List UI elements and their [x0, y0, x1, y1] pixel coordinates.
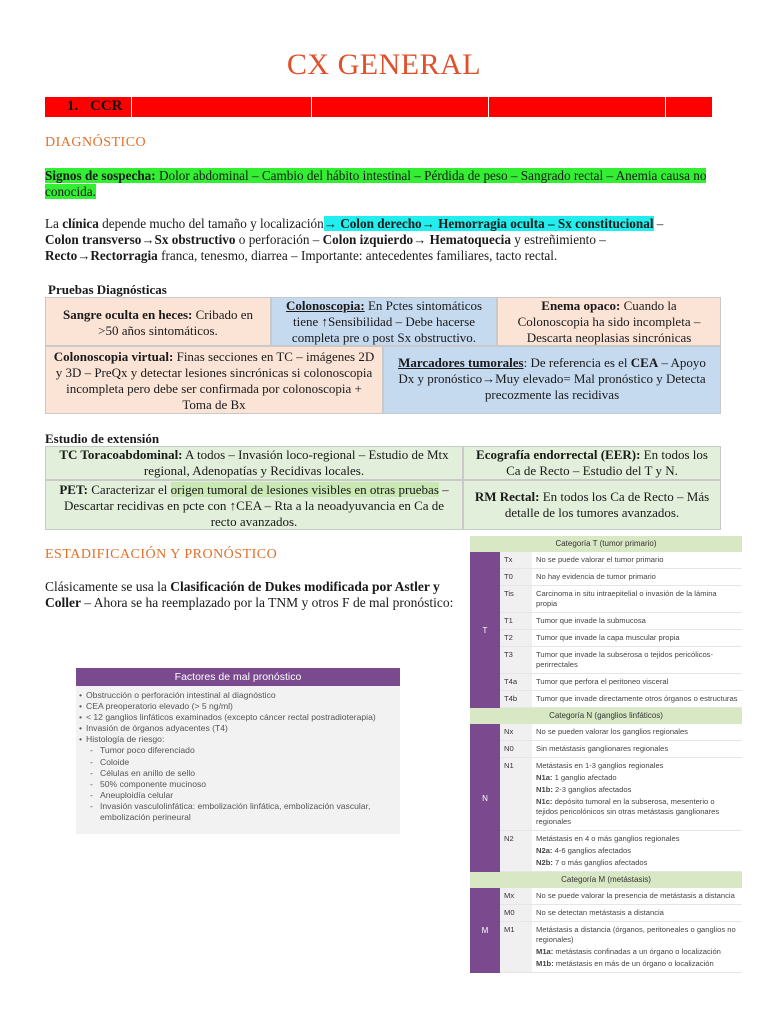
enema-box	[497, 297, 721, 346]
tnm-code: M1	[500, 922, 532, 972]
tnm-desc-text: Sin metástasis ganglionares regionales	[536, 744, 669, 753]
rm-box	[463, 480, 721, 530]
factor-item: - Células en anillo de sello	[76, 768, 400, 779]
section-number: 1.	[67, 98, 79, 114]
tnm-code: Mx	[500, 888, 532, 904]
tnm-subcode: N2b:	[536, 858, 553, 867]
sangre-oculta-box	[45, 297, 271, 346]
sangre-label: Sangre oculta en heces:	[62, 307, 193, 322]
tnm-desc-text: No se pueden valorar los ganglios regionales	[536, 727, 688, 736]
tnm-desc	[532, 888, 742, 904]
tnm-subcategory	[536, 846, 738, 856]
bar-divider	[488, 97, 489, 117]
tnm-desc-text: Metástasis a distancia (órganos, peritoneales o ganglios no regionales)	[536, 925, 736, 944]
tnm-subcategory	[536, 947, 738, 957]
estadificacion-heading: ESTADIFICACIÓN Y PRONÓSTICO	[45, 547, 278, 562]
tnm-code: Nx	[500, 724, 532, 740]
marcadores-text: : De referencia es el	[523, 355, 631, 370]
tnm-desc	[532, 647, 742, 673]
tnm-code: T2	[500, 630, 532, 646]
tnm-table	[470, 536, 742, 968]
eco-text: En todos los Ca de Recto – Estudio del T y N.	[506, 447, 708, 478]
pet-label: PET:	[59, 482, 88, 497]
sangre-text: Cribado en >50 años sintomáticos.	[98, 307, 254, 338]
marcadores-label: Marcadores tumorales	[398, 355, 524, 370]
tnm-desc-text: Tumor que perfora el peritoneo visceral	[536, 677, 669, 686]
tnm-desc	[532, 630, 742, 646]
tnm-subcategory	[536, 959, 738, 969]
tnm-desc	[532, 741, 742, 757]
factor-item: • CEA preoperatorio elevado (> 5 ng/ml)	[76, 701, 400, 712]
marcadores-text: – Apoyo Dx y pronóstico→Muy elevado= Mal pronóstico y Detecta precozmente las recidivas	[398, 355, 706, 402]
tnm-side-label: T	[470, 552, 500, 708]
tnm-side-label: N	[470, 724, 500, 872]
tnm-desc-text: Metástasis en 4 o más ganglios regionales	[536, 834, 680, 843]
tnm-row	[500, 630, 742, 647]
tnm-subcode: N1c:	[536, 797, 553, 806]
tnm-desc	[532, 905, 742, 921]
recto: Recto→Rectorragia	[45, 248, 158, 263]
section-label: CCR	[90, 98, 123, 114]
tnm-subcategory	[536, 797, 738, 827]
pet-highlight: origen tumoral de lesiones visibles en otras pruebas	[170, 482, 439, 497]
tnm-desc-text: No se puede valorar el tumor primario	[536, 555, 664, 564]
tnm-desc	[532, 586, 742, 612]
marcadores-box	[383, 346, 721, 414]
estadificacion-paragraph	[45, 579, 457, 611]
clinica-text: o perforación –	[235, 232, 323, 247]
diagnostico-heading: DIAGNÓSTICO	[45, 135, 147, 150]
tnm-desc-text: No hay evidencia de tumor primario	[536, 572, 656, 581]
tnm-desc-text: Tumor que invade la submucosa	[536, 616, 646, 625]
tnm-desc	[532, 831, 742, 871]
tnm-desc	[532, 758, 742, 830]
tnm-row	[500, 647, 742, 674]
tnm-subcode: N1b:	[536, 785, 553, 794]
colon-derecho-highlight: → Colon derecho→ Hemorragia oculta – Sx constitucional	[323, 216, 654, 231]
virtual-label: Colonoscopia virtual:	[53, 349, 174, 364]
extension-heading: Estudio de extensión	[45, 431, 160, 446]
tnm-code: T3	[500, 647, 532, 673]
tnm-desc-text: No se detectan metástasis a distancia	[536, 908, 664, 917]
rm-label: RM Rectal:	[474, 489, 540, 504]
tnm-category-header: Categoría T (tumor primario)	[470, 536, 742, 552]
tnm-desc	[532, 552, 742, 568]
tnm-subtext: metástasis en más de un órgano o localización	[553, 959, 714, 968]
virtual-text: Finas secciones en TC – imágenes 2D y 3D – PreQx y detectar lesiones sincrónicas si colonoscopia incompleta pero debe ser confirmada por colonoscopia + Toma de Bx	[55, 349, 375, 412]
tnm-row	[500, 552, 742, 569]
tnm-subtext: 2-3 ganglios afectados	[552, 785, 632, 794]
tnm-row	[500, 674, 742, 691]
factor-item: • Invasión de órganos adyacentes (T4)	[76, 723, 400, 734]
tnm-code: T0	[500, 569, 532, 585]
tnm-code: Tx	[500, 552, 532, 568]
tnm-row	[500, 586, 742, 613]
factor-item: embolización perineural	[100, 812, 191, 823]
tnm-code: N0	[500, 741, 532, 757]
tnm-subtext: 4-6 ganglios afectados	[552, 846, 631, 855]
tnm-group	[470, 888, 742, 973]
tnm-category-header: Categoría M (metástasis)	[470, 872, 742, 888]
tnm-code: N1	[500, 758, 532, 830]
colonoscopia-virtual-box	[45, 346, 383, 414]
colonoscopia-text: En Pctes sintomáticos tiene ↑Sensibilidad – Debe hacerse completa pre o post Sx obstructivo.	[291, 298, 483, 345]
factor-item: • < 12 ganglios linfáticos examinados (excepto cáncer rectal postradioterapia)	[76, 712, 400, 723]
tnm-category-header: Categoría N (ganglios linfáticos)	[470, 708, 742, 724]
colonoscopia-box	[271, 297, 497, 346]
pet-text: Caracterizar el	[88, 482, 171, 497]
tnm-code: N2	[500, 831, 532, 871]
colonoscopia-label: Colonoscopia:	[285, 298, 365, 313]
tnm-subcategory	[536, 773, 738, 783]
tnm-subcategory	[536, 785, 738, 795]
bar-divider	[665, 97, 666, 117]
bar-divider	[311, 97, 312, 117]
rm-text: En todos los Ca de Recto – Más detalle de los tumores avanzados.	[504, 489, 710, 520]
tnm-row	[500, 569, 742, 586]
signos-paragraph	[45, 168, 725, 200]
pruebas-heading: Pruebas Diagnósticas	[48, 282, 167, 297]
signos-label: Signos de sospecha:	[45, 168, 156, 183]
factor-item: • Obstrucción o perforación intestinal al diagnóstico	[76, 690, 400, 701]
clinica-text: La	[45, 216, 63, 231]
factor-item: - Tumor poco diferenciado	[76, 745, 400, 756]
tnm-row	[500, 613, 742, 630]
tnm-desc	[532, 569, 742, 585]
tnm-group	[470, 552, 742, 708]
eco-box	[463, 446, 721, 480]
tnm-subcode: M1b:	[536, 959, 554, 968]
tnm-group	[470, 724, 742, 872]
clinica-text: depende mucho del tamaño y localización	[98, 216, 324, 231]
tnm-desc	[532, 724, 742, 740]
tnm-desc-text: Tumor que invade la capa muscular propia	[536, 633, 680, 642]
tc-text: A todos – Invasión loco-regional – Estudio de Mtx regional, Adenopatías y Recidivas locales.	[143, 447, 449, 478]
tc-label: TC Toracoabdominal:	[59, 447, 183, 462]
enema-label: Enema opaco:	[541, 298, 621, 313]
factor-item: - Aneuploidía celular	[76, 790, 400, 801]
factor-item: - Coloide	[76, 757, 400, 768]
factor-item: - 50% componente mucinoso	[76, 779, 400, 790]
factores-list	[76, 686, 400, 823]
eco-label: Ecografía endorrectal (EER):	[476, 447, 641, 462]
colon-izquierdo: Colon izquierdo→ Hematoquecia	[322, 232, 511, 247]
tnm-desc-text: Carcinoma in situ intraepitelial o invasión de la lámina propia	[536, 589, 717, 608]
tnm-row	[500, 691, 742, 708]
tnm-subcode: N1a:	[536, 773, 553, 782]
factores-table	[76, 668, 400, 834]
tnm-subtext: 7 o más ganglios afectados	[552, 858, 648, 867]
tnm-subtext: metástasis confinadas a un órgano o localización	[553, 947, 721, 956]
colon-transverso: Colon transverso→Sx obstructivo	[45, 232, 236, 247]
tnm-row	[500, 741, 742, 758]
pet-box	[45, 480, 463, 530]
pet-text: – Descartar recidivas en pcte con ↑CEA – Rta a la neoadyuvancia en Ca de recto avanzados.	[63, 482, 449, 529]
tnm-subtext: depósito tumoral en la subserosa, mesenterio o tejidos pericolónicos sin otras metástasis ganglionares regionales	[536, 797, 720, 826]
tnm-row	[500, 831, 742, 872]
page-title: CX GENERAL	[286, 48, 482, 81]
tnm-row	[500, 905, 742, 922]
estad-text: – Ahora se ha reemplazado por la TNM y otros F de mal pronóstico:	[81, 595, 454, 610]
tnm-desc-text: Tumor que invade directamente otros órganos o estructuras	[536, 694, 738, 703]
tnm-row	[500, 888, 742, 905]
dukes-bold: Clasificación de Dukes modificada por Astler y Coller	[45, 579, 440, 610]
tnm-desc	[532, 674, 742, 690]
tnm-subcode: N2a:	[536, 846, 553, 855]
tnm-subcode: M1a:	[536, 947, 554, 956]
clinica-text: –	[653, 216, 664, 231]
tnm-subcategory	[536, 858, 738, 868]
clinica-paragraph	[45, 216, 735, 264]
clinica-text: y estreñimiento –	[510, 232, 606, 247]
tnm-desc-text: No se puede valorar la presencia de metástasis a distancia	[536, 891, 735, 900]
factor-item: • Histología de riesgo:	[76, 734, 400, 745]
tnm-subtext: 1 ganglio afectado	[552, 773, 617, 782]
signos-text: Dolor abdominal – Cambio del hábito intestinal – Pérdida de peso – Sangrado rectal – Anemia causa no conocida.	[45, 168, 707, 199]
tnm-row	[500, 724, 742, 741]
tnm-side-label: M	[470, 888, 500, 973]
tnm-desc	[532, 613, 742, 629]
tnm-desc-text: Tumor que invade la subserosa o tejidos pericólicos-perirrectales	[536, 650, 713, 669]
tnm-desc	[532, 922, 742, 972]
tnm-code: T4a	[500, 674, 532, 690]
tnm-code: M0	[500, 905, 532, 921]
enema-text: Cuando la Colonoscopia ha sido incompleta – Descarta neoplasias sincrónicas	[517, 298, 701, 345]
tnm-row	[500, 758, 742, 831]
bar-divider	[131, 97, 132, 117]
tnm-row	[500, 922, 742, 973]
tnm-code: T4b	[500, 691, 532, 707]
tnm-code: T1	[500, 613, 532, 629]
tc-box	[45, 446, 463, 480]
estad-text: Clásicamente se usa la	[45, 579, 171, 594]
clinica-text: franca, tenesmo, diarrea – Importante: antecedentes familiares, tacto rectal.	[157, 248, 558, 263]
tnm-desc	[532, 691, 742, 707]
tnm-desc-text: Metástasis en 1-3 ganglios regionales	[536, 761, 664, 770]
clinica-bold: clínica	[62, 216, 99, 231]
factor-item: - Invasión vasculolinfática: embolización linfática, embolización vascular,	[76, 801, 400, 812]
factores-header: Factores de mal pronóstico	[76, 668, 400, 686]
cea-bold: CEA	[630, 355, 659, 370]
section-bar	[45, 97, 712, 117]
tnm-code: Tis	[500, 586, 532, 612]
